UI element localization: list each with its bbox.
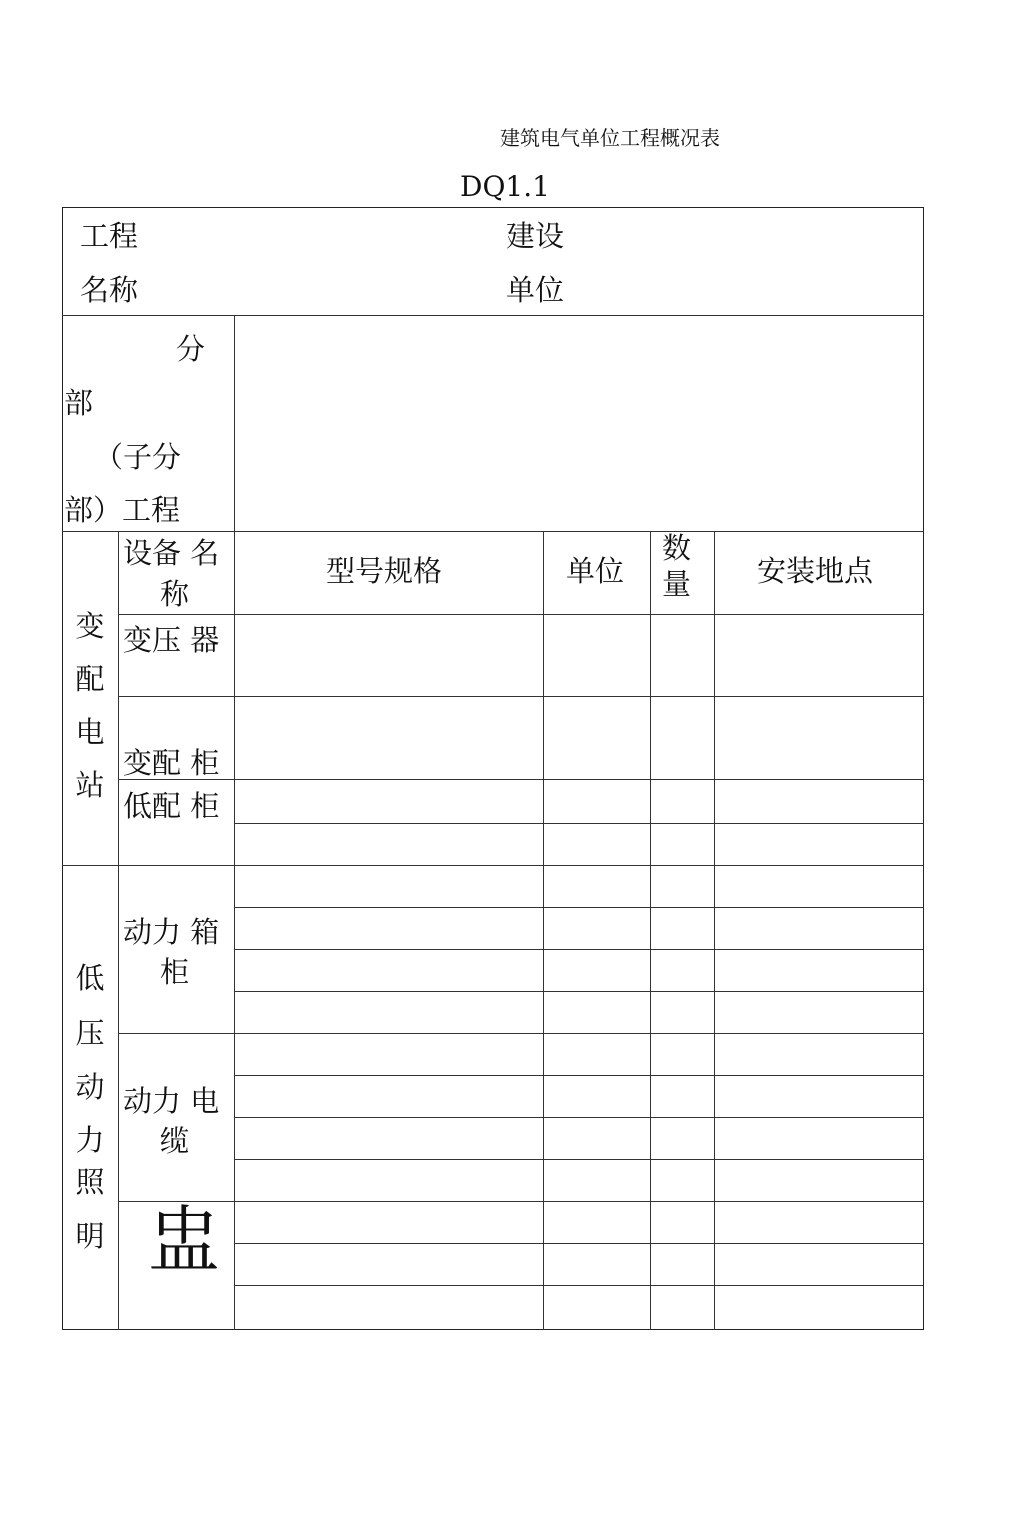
col-equipment-name-2: 称 (160, 577, 190, 611)
rule-name-col-right (234, 531, 235, 1330)
lv-group-char-2: 压 (75, 1016, 105, 1050)
subdivision-label-line3: （子分 (94, 440, 182, 474)
rule-subdivision-label-right (234, 315, 235, 531)
rule-transformer-bottom (118, 696, 924, 697)
col-model-spec: 型号规格 (326, 554, 443, 588)
project-name-label-2: 名称 (80, 273, 139, 307)
rule-spec-col-right (543, 531, 544, 1330)
rule-subdivision-bottom (62, 531, 924, 532)
row-distribution-cabinet-label: 变配 柜 (123, 746, 220, 780)
project-name-label-1: 工程 (80, 219, 139, 253)
rule-row-1285 (234, 1285, 924, 1286)
rule-row-1159 (234, 1159, 924, 1160)
rule-row-949 (234, 949, 924, 950)
rule-row-1075 (234, 1075, 924, 1076)
rule-substation-bottom (62, 865, 924, 866)
rule-lowcab-row1 (234, 823, 924, 824)
rule-row-1243 (234, 1243, 924, 1244)
lv-group-char-4: 力 (75, 1123, 105, 1157)
rule-qty-col-right (714, 531, 715, 1330)
rule-cable-bottom (118, 1201, 924, 1202)
rule-row-1117 (234, 1117, 924, 1118)
builder-label-2: 单位 (506, 273, 565, 307)
row-transformer-label: 变压 器 (123, 623, 220, 657)
row-power-box-label-2: 柜 (160, 955, 190, 989)
rule-header-bottom (62, 315, 924, 316)
rule-powerbox-bottom (118, 1033, 924, 1034)
substation-group-char-1: 变 (75, 609, 105, 643)
substation-group-char-3: 电 (75, 715, 105, 749)
lv-group-char-6: 明 (75, 1219, 105, 1253)
col-quantity-2: 量 (662, 567, 692, 601)
lv-group-char-5: 照 (75, 1165, 105, 1199)
col-install-location: 安装地点 (757, 554, 874, 588)
row-power-cable-label-2: 缆 (160, 1124, 190, 1158)
large-glyph-mark: 盅 (147, 1198, 220, 1282)
rule-columns-bottom (118, 614, 924, 615)
document-title: 建筑电气单位工程概况表 (500, 126, 720, 150)
row-low-voltage-cabinet-label: 低配 柜 (123, 789, 220, 823)
rule-group-col-right (118, 531, 119, 1330)
subdivision-label-line2: 部 (64, 386, 94, 420)
substation-group-char-2: 配 (75, 662, 105, 696)
row-power-box-label-1: 动力 箱 (123, 915, 220, 949)
col-unit: 单位 (566, 554, 625, 588)
rule-unit-col-right (650, 531, 651, 1330)
substation-group-char-4: 站 (75, 768, 105, 802)
builder-label-1: 建设 (506, 219, 565, 253)
rule-distribution-bottom (118, 779, 924, 780)
rule-row-991 (234, 991, 924, 992)
subdivision-label-line1: 分 (176, 332, 206, 366)
lv-group-char-1: 低 (75, 961, 105, 995)
rule-row-907 (234, 907, 924, 908)
subdivision-label-line4: 部）工程 (64, 493, 181, 527)
lv-group-char-3: 动 (75, 1070, 105, 1104)
col-equipment-name-1: 设备 名 (123, 536, 220, 570)
document-code: DQ1.1 (460, 170, 550, 203)
col-quantity-1: 数 (662, 531, 692, 565)
row-power-cable-label-1: 动力 电 (123, 1084, 220, 1118)
